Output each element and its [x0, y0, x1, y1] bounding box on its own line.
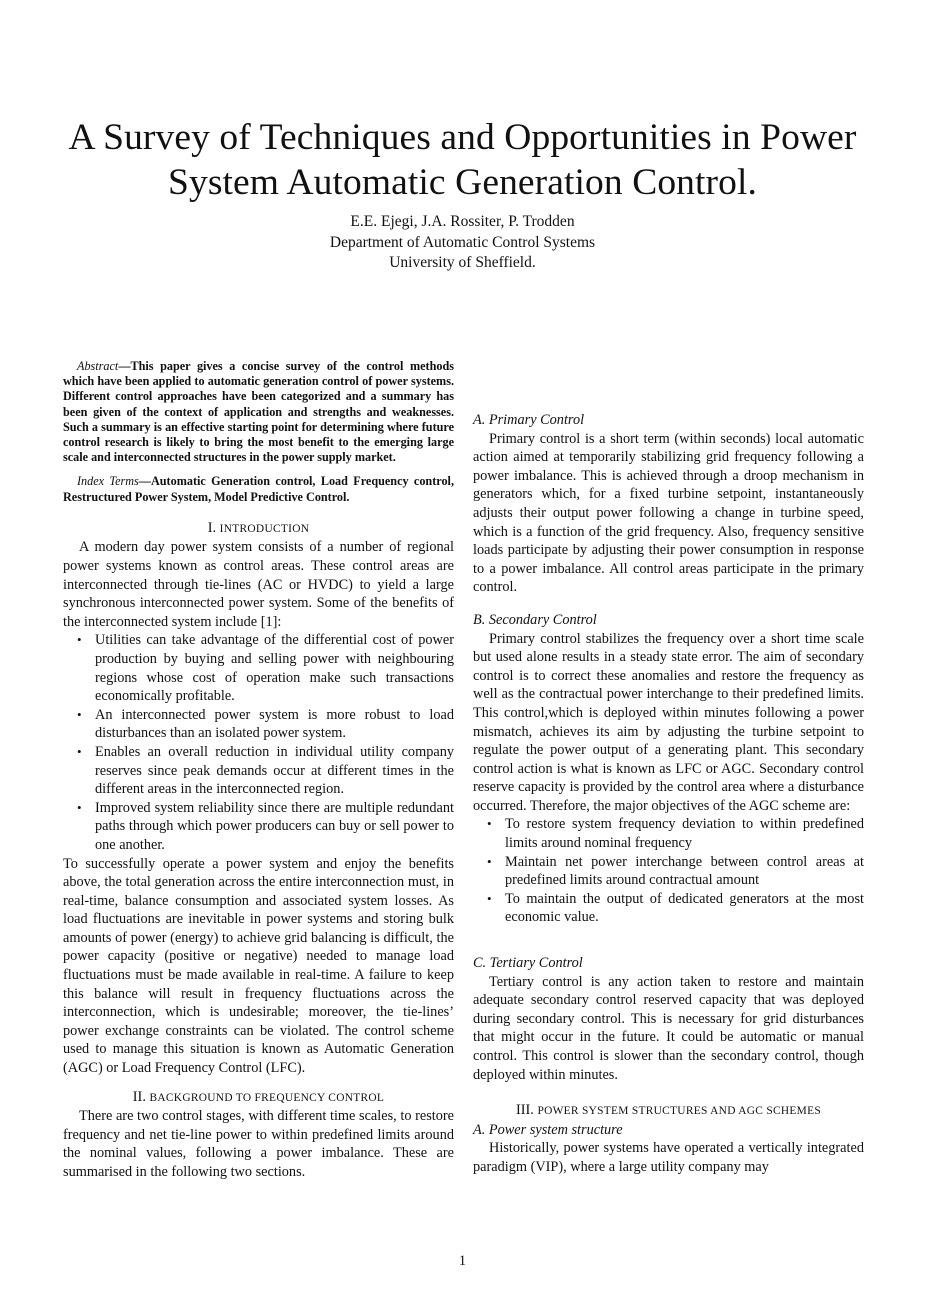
- paper-title: [40, 115, 885, 205]
- list-item: • To restore system frequency deviation to within predefined limits around nominal frequency: [505, 815, 864, 852]
- subsection-heading-power-system-structure: A. Power system structure: [473, 1121, 623, 1138]
- abstract-text: —This paper gives a concise survey of the control methods which have been applied to automatic generation control of power systems. Different control approaches have been categorized and a summary has been given of the context of application and strengths and weaknesses. Such a summary is an effective starting point for determining where future control research is likely to bring the most benefit to the emerging large scale and interconnected structures in the power supply market.: [63, 359, 454, 465]
- abstract-lead: Abstract: [77, 359, 119, 373]
- page-number: 1: [458, 1253, 467, 1269]
- author-department: Department of Automatic Control Systems: [329, 233, 596, 251]
- section-heading-introduction: [63, 519, 454, 539]
- list-item: • Maintain net power interchange between control areas at predefined limits around contractual amount: [505, 853, 864, 890]
- intro-benefits-list: [63, 631, 454, 854]
- author-block: [40, 212, 885, 274]
- list-item: • Utilities can take advantage of the differential cost of power production by buying and selling power with neighbouring regions whose cost of operation make such transactions economically profitable.: [95, 631, 454, 705]
- secondary-control-paragraph: Primary control stabilizes the frequency over a short time scale but used alone results in a steady state error. The aim of secondary control is to correct these anomalies and restore the frequency as well as the contractual power interchange to their predefined limits. This control,which is deployed within minutes following a power mismatch, achieves its aim by adjusting the turbine setpoint to regulate the power output of a generating plant. This secondary control action is what is known as LFC or AGC. Secondary control reserve capacity is provided by the control area where a disturbance occurred. Therefore, the major objectives of the AGC scheme are:: [473, 630, 864, 814]
- background-paragraph-1: There are two control stages, with different time scales, to restore frequency and net tie-line power to within predefined limits around the nominal values, following a power imbalance. These are summarised in the following two sections.: [63, 1108, 454, 1181]
- author-names: E.E. Ejegi, J.A. Rossiter, P. Trodden: [350, 213, 575, 230]
- subsection-heading-tertiary-control: C. Tertiary Control: [473, 955, 583, 972]
- paper-title-line-2: System Automatic Generation Control.: [168, 162, 757, 203]
- abstract: [63, 359, 454, 465]
- subsection-heading-primary-control: A. Primary Control: [473, 412, 585, 428]
- intro-paragraph-1: A modern day power system consists of a number of regional power systems known as control areas. These control areas are interconnected through tie-lines (AC or HVDC) to yield a large synchronous interconnected power system. Some of the benefits of the interconnected system include [1]:: [63, 539, 454, 630]
- section-heading-power-system-structures: [473, 1101, 864, 1121]
- section-title: POWER SYSTEM STRUCTURES AND AGC SCHEMES: [537, 1105, 821, 1118]
- right-column: [473, 359, 864, 1177]
- section-title: BACKGROUND TO FREQUENCY CONTROL: [149, 1091, 385, 1104]
- section-heading-background: [63, 1088, 454, 1108]
- list-item: • An interconnected power system is more robust to load disturbances than an isolated power system.: [95, 706, 454, 743]
- agc-objectives-list: [473, 815, 864, 927]
- title-block: [40, 115, 885, 274]
- intro-paragraph-2: To successfully operate a power system and enjoy the benefits above, the total generation across the entire interconnection must, in real-time, balance consumption and associated system losses. As load fluctuations are inevitable in power systems and storing bulk amounts of power (energy) to achieve grid balancing is difficult, the power capacity (positive or negative) needed to manage load fluctuations must be made available in real-time. A failure to keep this balance will result in frequency fluctuations across the interconnection, which is undesirable; moreover, the tie-lines’ power exchange constraints can be violated. The control scheme used to manage this situation is known as Automatic Generation (AGC) or Load Frequency Control (LFC).: [63, 855, 454, 1077]
- subsection-heading-secondary-control: B. Secondary Control: [473, 611, 597, 628]
- paper-title-line-1: A Survey of Techniques and Opportunities in Power: [68, 117, 857, 158]
- primary-control-paragraph: Primary control is a short term (within seconds) local automatic action aimed at temporarily stabilizing grid frequency following a power imbalance. This is achieved through a droop mechanism in generators which, for a fixed turbine setpoint, instantaneously adjusts their output power following a change in turbine speed, which is a function of the grid frequency. Also, frequency sensitive loads participate by adjusting their power consumption in response to a power imbalance. All control areas participate in the primary control.: [473, 430, 864, 596]
- section-numeral: I.: [207, 519, 217, 536]
- index-terms-text: —Automatic Generation control, Load Frequency control, Restructured Power System, Model Predictive Control.: [63, 474, 454, 504]
- list-item: • To maintain the output of dedicated generators at the most economic value.: [505, 890, 864, 927]
- section-numeral: III.: [516, 1102, 534, 1119]
- list-item: • Improved system reliability since there are multiple redundant paths through which power producers can buy or sell power to one another.: [95, 799, 454, 855]
- section-numeral: II.: [132, 1088, 146, 1105]
- list-item: • Enables an overall reduction in individual utility company reserves since peak demands occur at different times in the different areas in the interconnected region.: [95, 743, 454, 799]
- section-title: INTRODUCTION: [219, 522, 310, 535]
- author-university: University of Sheffield.: [389, 254, 536, 271]
- left-column: [63, 359, 454, 1182]
- tertiary-control-paragraph: Tertiary control is any action taken to restore and maintain adequate secondary control reserved capacity that was deployed during secondary control. This is necessary for grid disturbances that might occur in the future. It could be automatic or manual control. This control is slower than the secondary control, though deployed within minutes.: [473, 973, 864, 1083]
- power-system-structure-paragraph: Historically, power systems have operated a vertically integrated paradigm (VIP), where a large utility company may: [473, 1140, 864, 1175]
- index-terms-lead: Index Terms: [77, 474, 139, 489]
- index-terms: [63, 474, 454, 504]
